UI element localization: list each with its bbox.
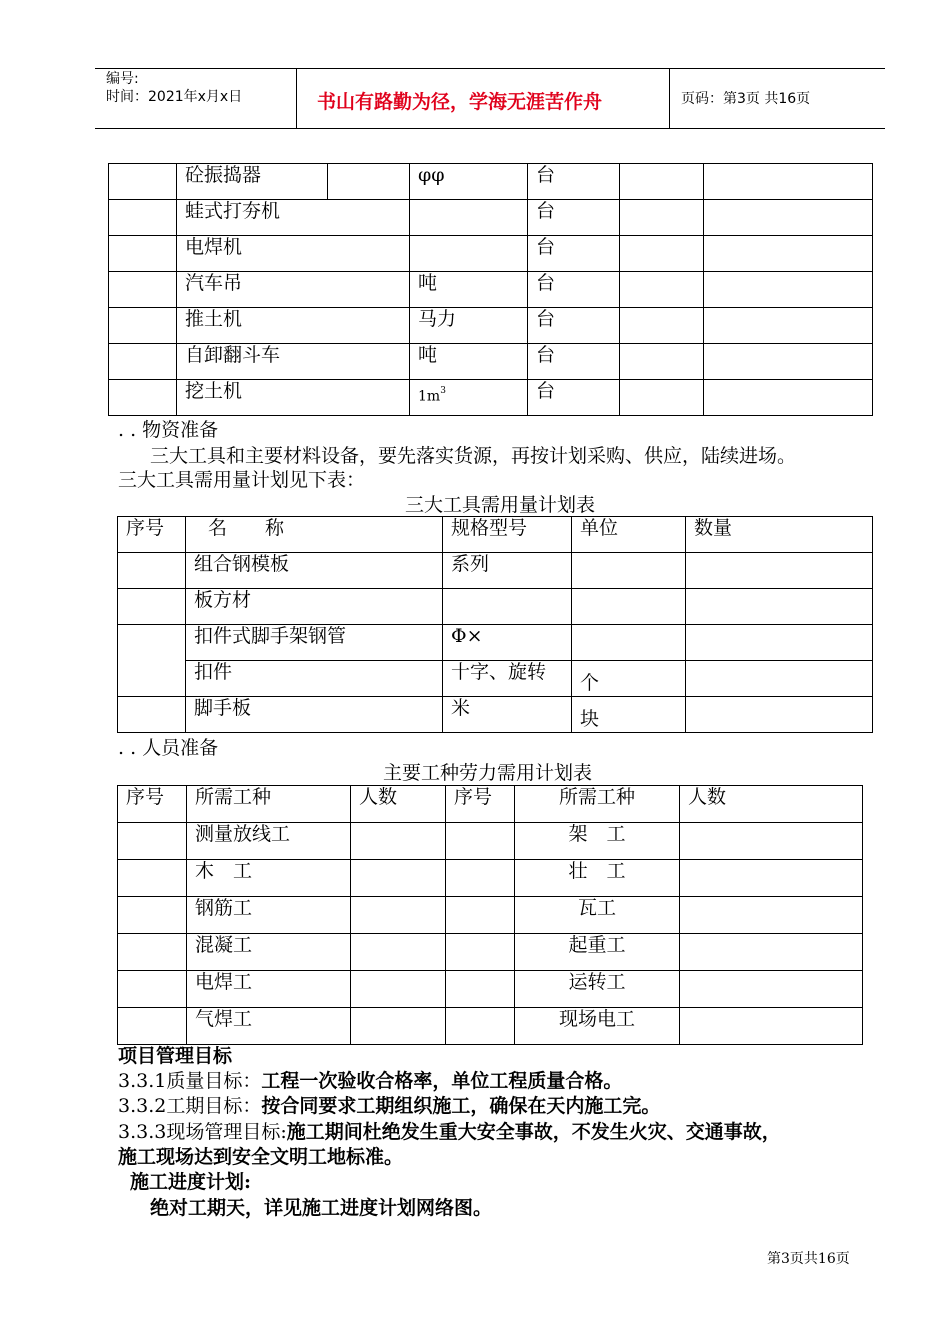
equip-spec-cell: φφ xyxy=(410,164,528,200)
tools-name-cell: 脚手板 xyxy=(186,697,443,733)
labor-type-cell: 瓦工 xyxy=(515,897,680,934)
tools-header-name: 名 称 xyxy=(186,517,443,553)
equip-name-cell: 砼振捣器 xyxy=(177,164,328,200)
tools-spec-cell xyxy=(443,589,572,625)
goal-schedule xyxy=(118,1094,660,1118)
labor-type-cell: 钢筋工 xyxy=(187,897,351,934)
equip-qty-cell xyxy=(620,344,704,380)
labor-type-cell: 测量放线工 xyxy=(187,823,351,860)
labor-type-cell: 壮 工 xyxy=(515,860,680,897)
equip-unit-cell: 台 xyxy=(528,164,620,200)
equip-unit-cell: 台 xyxy=(528,200,620,236)
labor-no-cell xyxy=(446,897,515,934)
equip-unit-cell: 台 xyxy=(528,236,620,272)
labor-no-cell xyxy=(446,1008,515,1045)
goal-quality-number: 3.3.1 xyxy=(118,1070,167,1092)
tools-header-qty: 数量 xyxy=(686,517,873,553)
equip-no-cell xyxy=(109,272,177,308)
tools-unit-cell: 个 xyxy=(572,661,686,697)
equip-unit-cell: 台 xyxy=(528,308,620,344)
goal-site-number: 3.3.3 xyxy=(118,1121,167,1143)
equip-note-cell xyxy=(704,272,873,308)
equip-note-cell xyxy=(704,308,873,344)
page-footer: 第3页共16页 xyxy=(767,1251,850,1267)
equip-name-cell: 电焊机 xyxy=(177,236,410,272)
labor-no-cell xyxy=(118,934,187,971)
material-para-2: 三大工具需用量计划见下表： xyxy=(118,469,366,491)
labor-header-count-2: 人数 xyxy=(680,786,863,823)
equip-name-cell: 推土机 xyxy=(177,308,410,344)
labor-no-cell xyxy=(118,897,187,934)
header-top-rule xyxy=(95,68,885,69)
labor-count-cell xyxy=(351,971,446,1008)
equip-qty-cell xyxy=(620,272,704,308)
tools-no-cell xyxy=(118,697,186,733)
equip-qty-cell xyxy=(620,380,704,416)
labor-count-cell xyxy=(680,971,863,1008)
labor-no-cell xyxy=(118,971,187,1008)
tools-qty-cell xyxy=(686,697,873,733)
equip-qty-cell xyxy=(620,164,704,200)
tools-no-cell xyxy=(118,625,186,697)
equip-note-cell xyxy=(704,200,873,236)
goal-schedule-label: 工期目标： xyxy=(166,1095,262,1117)
goal-schedule-text: 按合同要求工期组织施工，确保在天内施工完。 xyxy=(261,1095,661,1117)
equip-no-cell xyxy=(109,164,177,200)
labor-type-cell: 起重工 xyxy=(515,934,680,971)
tools-spec-cell: 十字、旋转 xyxy=(443,661,572,697)
labor-type-cell: 气焊工 xyxy=(187,1008,351,1045)
labor-count-cell xyxy=(680,934,863,971)
equip-name-cell: 挖土机 xyxy=(177,380,410,416)
tools-qty-cell xyxy=(686,553,873,589)
goal-site-continued: 施工现场达到安全文明工地标准。 xyxy=(118,1146,404,1168)
tools-no-cell xyxy=(118,589,186,625)
equip-spec-cell xyxy=(410,236,528,272)
labor-count-cell xyxy=(680,897,863,934)
equip-spec-cell: 吨 xyxy=(410,272,528,308)
tools-name-cell: 组合钢模板 xyxy=(186,553,443,589)
tools-spec-cell: 米 xyxy=(443,697,572,733)
material-table-title: 三大工具需用量计划表 xyxy=(405,494,596,516)
goal-quality-label: 质量目标： xyxy=(166,1070,262,1092)
equip-no-cell xyxy=(109,380,177,416)
labor-header-no-1: 序号 xyxy=(118,786,187,823)
progress-heading: 施工进度计划: xyxy=(130,1171,252,1193)
labor-type-cell: 混凝工 xyxy=(187,934,351,971)
equip-note-cell xyxy=(704,380,873,416)
equip-name-cell: 自卸翻斗车 xyxy=(177,344,410,380)
equip-no-cell xyxy=(109,236,177,272)
equipment-table xyxy=(108,163,873,416)
labor-table xyxy=(117,785,863,1045)
equip-name-cell: 蛙式打夯机 xyxy=(177,200,410,236)
tools-name-cell: 扣件式脚手架钢管 xyxy=(186,625,443,661)
material-heading: . . 物资准备 xyxy=(118,419,219,441)
header-divider-2 xyxy=(669,68,670,128)
equip-spec-cell: 马力 xyxy=(410,308,528,344)
labor-header-type-2: 所需工种 xyxy=(515,786,680,823)
labor-count-cell xyxy=(351,1008,446,1045)
tools-unit-cell xyxy=(572,589,686,625)
header-bottom-rule xyxy=(95,128,885,129)
labor-header-count-1: 人数 xyxy=(351,786,446,823)
equip-no-cell xyxy=(109,200,177,236)
header-divider-1 xyxy=(296,68,297,128)
tools-unit-cell xyxy=(572,553,686,589)
tools-spec-cell: Φ× xyxy=(443,625,572,661)
progress-text: 绝对工期天，详见施工进度计划网络图。 xyxy=(150,1197,493,1219)
goal-schedule-number: 3.3.2 xyxy=(118,1095,167,1117)
labor-header-type-1: 所需工种 xyxy=(187,786,351,823)
goal-site xyxy=(118,1120,781,1144)
equip-qty-cell xyxy=(620,308,704,344)
equip-spec-cell xyxy=(410,200,528,236)
labor-no-cell xyxy=(446,934,515,971)
tools-header-spec: 规格型号 xyxy=(443,517,572,553)
labor-no-cell xyxy=(118,860,187,897)
labor-count-cell xyxy=(680,1008,863,1045)
equip-qty-cell xyxy=(620,200,704,236)
header-time: 时间：2021年x月x日 xyxy=(106,89,243,105)
equip-spec-text: 1m xyxy=(418,388,441,405)
labor-no-cell xyxy=(446,971,515,1008)
tools-spec-cell: 系列 xyxy=(443,553,572,589)
labor-count-cell xyxy=(351,934,446,971)
header-page-info: 页码：第3页 共16页 xyxy=(681,91,811,107)
tools-unit-cell xyxy=(572,625,686,661)
header-motto: 书山有路勤为径，学海无涯苦作舟 xyxy=(317,91,603,113)
equip-qty-cell xyxy=(620,236,704,272)
equip-unit-cell: 台 xyxy=(528,344,620,380)
equip-spec-cell: 吨 xyxy=(410,344,528,380)
goal-site-text: 施工期间杜绝发生重大安全事故，不发生火灾、交通事故， xyxy=(286,1121,781,1143)
labor-count-cell xyxy=(680,860,863,897)
labor-type-cell: 现场电工 xyxy=(515,1008,680,1045)
labor-heading: . . 人员准备 xyxy=(118,737,219,759)
goal-site-label: 现场管理目标: xyxy=(166,1121,287,1143)
equip-note-cell xyxy=(704,236,873,272)
equip-spec-sup: 3 xyxy=(440,386,446,396)
equip-unit-cell: 台 xyxy=(528,272,620,308)
goal-quality xyxy=(118,1069,622,1093)
equip-spec-cell xyxy=(410,380,528,416)
labor-count-cell xyxy=(680,823,863,860)
labor-type-cell: 木 工 xyxy=(187,860,351,897)
goals-heading: 项目管理目标 xyxy=(118,1045,233,1067)
tools-header-no: 序号 xyxy=(118,517,186,553)
tools-qty-cell xyxy=(686,625,873,661)
tools-header-unit: 单位 xyxy=(572,517,686,553)
labor-count-cell xyxy=(351,823,446,860)
labor-no-cell xyxy=(446,823,515,860)
tools-qty-cell xyxy=(686,589,873,625)
tools-no-cell xyxy=(118,553,186,589)
equip-unit-cell: 台 xyxy=(528,380,620,416)
tools-qty-cell xyxy=(686,661,873,697)
labor-no-cell xyxy=(118,823,187,860)
labor-no-cell xyxy=(446,860,515,897)
labor-no-cell xyxy=(118,1008,187,1045)
equip-extra-cell xyxy=(328,164,410,200)
equip-no-cell xyxy=(109,344,177,380)
labor-count-cell xyxy=(351,860,446,897)
tools-table xyxy=(117,516,873,733)
labor-header-no-2: 序号 xyxy=(446,786,515,823)
labor-count-cell xyxy=(351,897,446,934)
tools-unit-cell: 块 xyxy=(572,697,686,733)
labor-type-cell: 电焊工 xyxy=(187,971,351,1008)
labor-type-cell: 运转工 xyxy=(515,971,680,1008)
header-code-label: 编号: xyxy=(106,71,139,87)
tools-name-cell: 板方材 xyxy=(186,589,443,625)
equip-note-cell xyxy=(704,164,873,200)
material-para-1: 三大工具和主要材料设备，要先落实货源，再按计划采购、供应，陆续进场。 xyxy=(150,445,797,467)
labor-table-title: 主要工种劳力需用计划表 xyxy=(383,762,593,784)
equip-name-cell: 汽车吊 xyxy=(177,272,410,308)
tools-name-cell: 扣件 xyxy=(186,661,443,697)
labor-type-cell: 架 工 xyxy=(515,823,680,860)
goal-quality-text: 工程一次验收合格率，单位工程质量合格。 xyxy=(261,1070,623,1092)
equip-no-cell xyxy=(109,308,177,344)
equip-note-cell xyxy=(704,344,873,380)
